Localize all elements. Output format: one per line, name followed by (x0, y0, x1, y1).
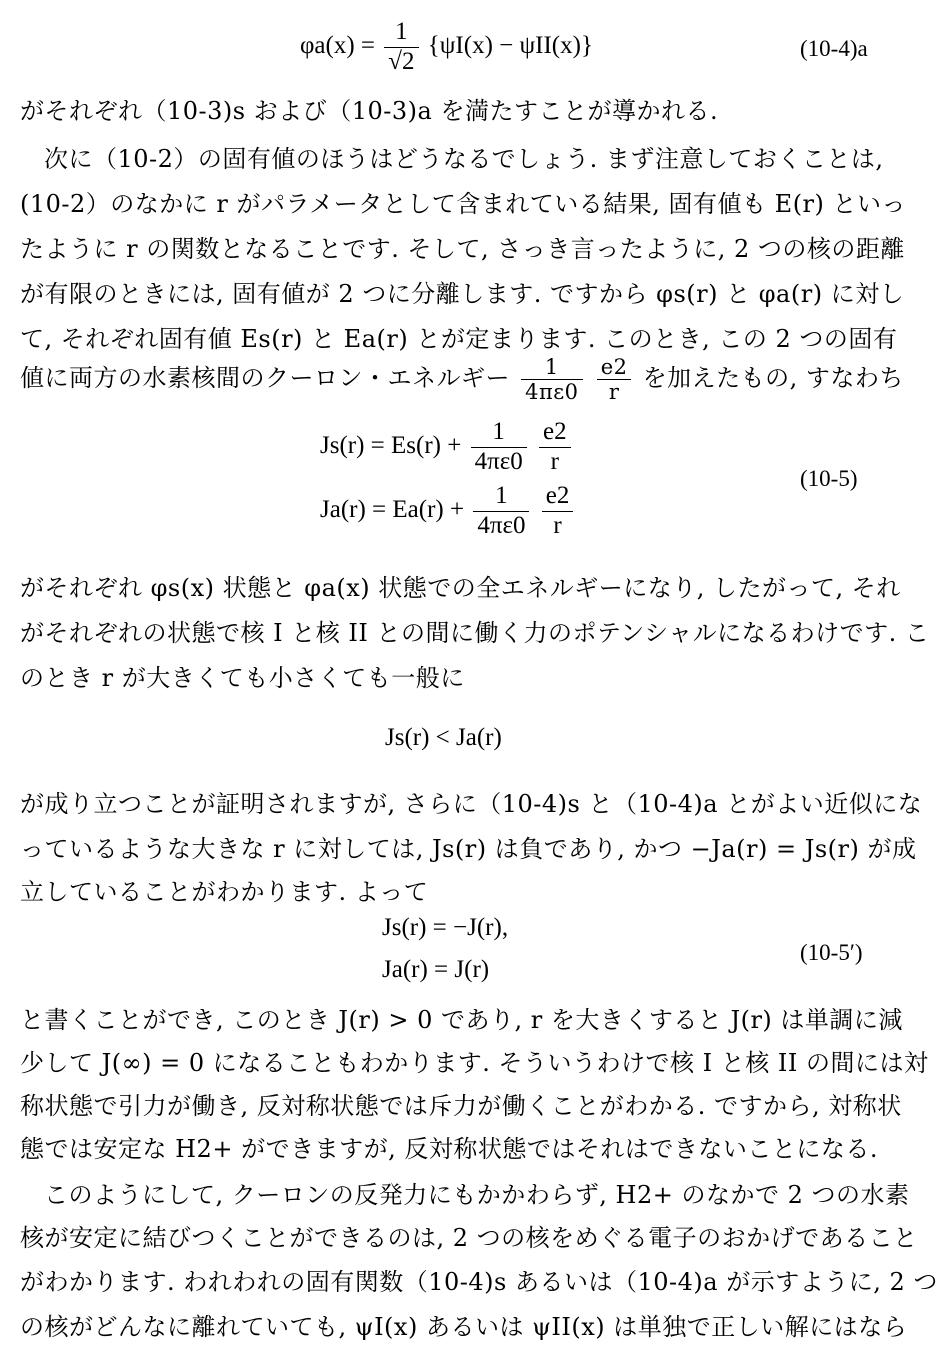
text-line: (10-2）のなかに r がパラメータとして含まれている結果, 固有値も E(r) といっ (20, 190, 907, 218)
eq-10-4a-rhs: {ψI(x) − ψII(x)} (427, 31, 593, 59)
text-line-segment: 値に両方の水素核間のクーロン・エネルギー (20, 364, 510, 393)
text-line: たように r の関数となることです. そして, さっき言ったように, 2 つの核の距離 (20, 235, 905, 263)
eq-10-4a-frac-den: √2 (388, 47, 415, 75)
eq-10-5-line2-lhs: Ja(r) = Ea(r) + (320, 495, 465, 523)
frac-den: r (553, 511, 562, 539)
equation-10-5-prime-line-1: Js(r) = −J(r), (382, 914, 509, 941)
frac-den: 4πε0 (477, 511, 526, 539)
eq-10-5-line2-frac2 (542, 482, 574, 541)
text-line: 核が安定に結びつくことができるのは, 2 つの核をめぐる電子のおかげであること (20, 1224, 918, 1252)
text-line: のとき r が大きくても小さくても一般に (20, 664, 465, 692)
text-line: と書くことができ, このとき J(r) > 0 であり, r を大きくすると J(r) は単調に減 (20, 1006, 903, 1034)
text-line: 少して J(∞) = 0 になることもわかります. そういうわけで核 I と核 II の間には対 (20, 1049, 929, 1077)
equation-10-4a (300, 18, 593, 77)
inline-frac-num: 1 (521, 355, 582, 380)
text-line: が有限のときには, 固有値が 2 つに分離します. ですから φs(r) と φa(r) に対し (20, 280, 905, 308)
frac-num: e2 (539, 418, 571, 448)
text-line: がそれぞれの状態で核 I と核 II との間に働く力のポテンシャルになるわけです. こ (20, 619, 930, 647)
inline-frac-num: e2 (597, 355, 632, 380)
text-line: このようにして, クーロンの反発力にもかかわらず, H2+ のなかで 2 つの水素 (44, 1181, 910, 1209)
text-line: て, それぞれ固有値 Es(r) と Ea(r) とが定まります. このとき, この 2 つの固有 (20, 325, 898, 353)
frac-den: r (550, 447, 559, 475)
inline-frac-den: 4πε0 (525, 380, 579, 405)
text-line-segment: を加えたもの, すなわち (642, 364, 904, 393)
text-line: が成り立つことが証明されますが, さらに（10-4)s と（10-4)a とがよい近似にな (20, 790, 923, 818)
equation-number-10-4a: (10-4)a (800, 36, 868, 61)
text-line: がそれぞれ φs(x) 状態と φa(x) 状態での全エネルギーになり, したがって, それ (20, 574, 901, 602)
text-line: がそれぞれ（10-3)s および（10-3)a を満たすことが導かれる. (20, 97, 719, 125)
eq-10-4a-fraction (384, 18, 418, 77)
frac-den: 4πε0 (474, 447, 523, 475)
equation-inequality: Js(r) < Ja(r) (385, 724, 502, 751)
equation-number-10-5: (10-5) (800, 466, 858, 491)
inline-fraction-e2-over-r (597, 355, 632, 404)
inline-frac-den: r (608, 380, 620, 405)
eq-10-4a-lhs: φa(x) = (300, 31, 376, 59)
text-line: 称状態で引力が働き, 反対称状態では斥力が働くことがわかる. ですから, 対称状 (20, 1092, 902, 1120)
frac-num: 1 (473, 482, 529, 512)
text-line: の核がどんなに離れていても, ψI(x) あるいは ψII(x) は単独で正しい解にはなら (20, 1313, 908, 1341)
eq-10-4a-frac-num: 1 (384, 18, 418, 48)
frac-num: 1 (471, 418, 527, 448)
text-line: 次に（10-2）の固有値のほうはどうなるでしょう. まず注意しておくことは, (44, 145, 884, 173)
inline-fraction-coulomb-const (521, 355, 582, 404)
equation-10-5-line-1 (320, 418, 574, 477)
eq-10-5-line1-lhs: Js(r) = Es(r) + (320, 431, 462, 459)
frac-num: e2 (542, 482, 574, 512)
eq-10-5-line2-frac1 (473, 482, 529, 541)
equation-number-10-5-prime: (10-5′) (800, 940, 863, 965)
equation-10-5-prime-line-2: Ja(r) = J(r) (382, 956, 490, 983)
text-line: っているような大きな r に対しては, Js(r) は負であり, かつ −Ja(r) = Js(r) が成 (20, 835, 917, 863)
equation-10-5-line-2 (320, 482, 576, 541)
eq-10-5-line1-frac1 (471, 418, 527, 477)
eq-10-5-line1-frac2 (539, 418, 571, 477)
text-line-with-fraction (20, 355, 920, 404)
text-line: 立していることがわかります. よって (20, 878, 429, 906)
text-line: 態では安定な H2+ ができますが, 反対称状態ではそれはできないことになる. (20, 1135, 878, 1163)
text-line: がわかります. われわれの固有関数（10-4)s あるいは（10-4)a が示すように, 2 つ (20, 1268, 938, 1296)
